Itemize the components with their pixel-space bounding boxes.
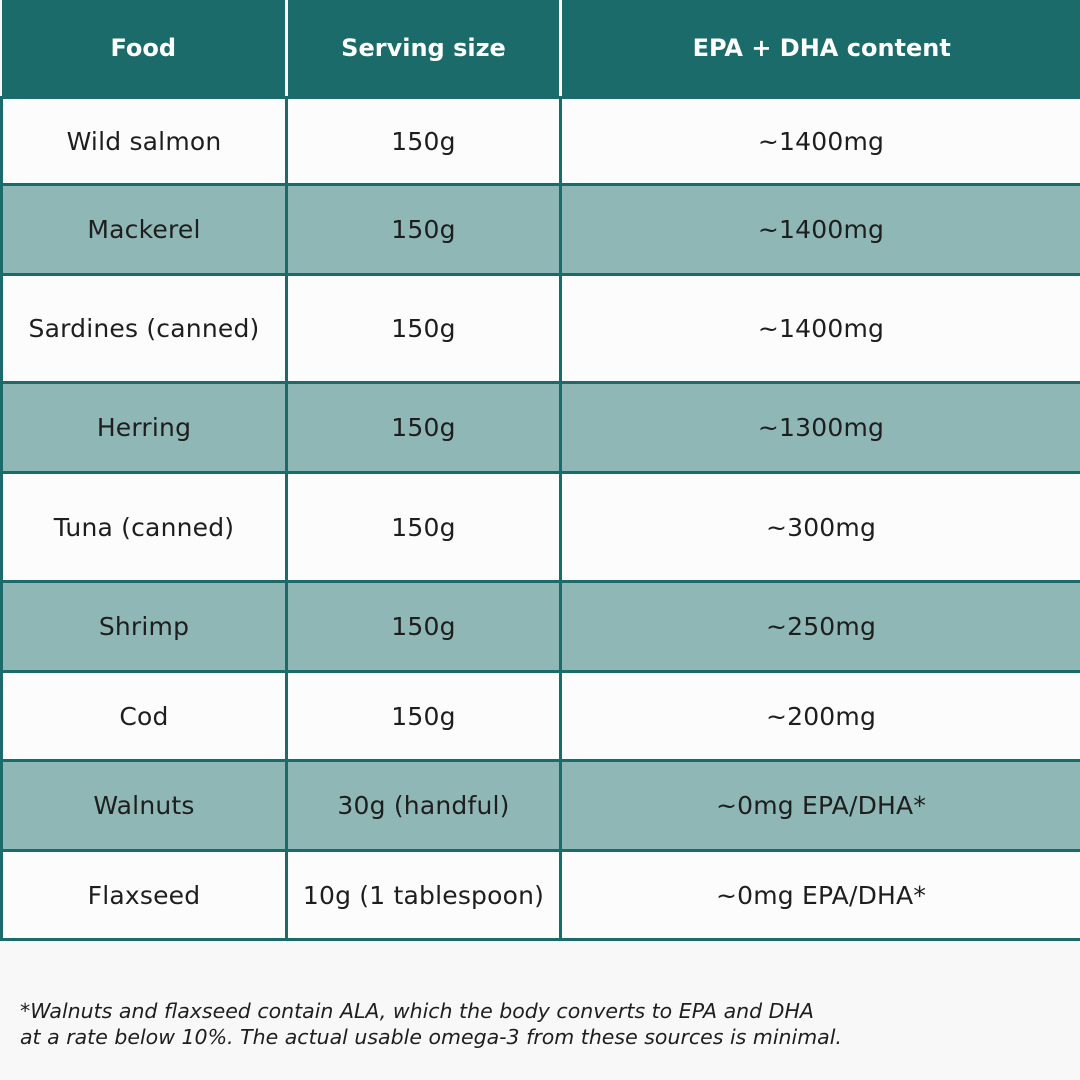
table-row <box>2 185 1080 275</box>
table-row <box>2 761 1080 851</box>
cell-serving: 30g (handful) <box>287 761 561 851</box>
cell-food: Flaxseed <box>2 851 287 940</box>
table-row <box>2 383 1080 473</box>
cell-food: Tuna (canned) <box>2 473 287 582</box>
footnote <box>20 998 1060 1050</box>
table-row <box>2 275 1080 383</box>
cell-food: Wild salmon <box>2 98 287 185</box>
cell-food: Walnuts <box>2 761 287 851</box>
table-row <box>2 851 1080 940</box>
cell-content: ~0mg EPA/DHA* <box>561 761 1080 851</box>
cell-serving: 150g <box>287 582 561 672</box>
cell-serving: 150g <box>287 383 561 473</box>
cell-serving: 150g <box>287 672 561 761</box>
cell-serving: 150g <box>287 185 561 275</box>
table-row <box>2 582 1080 672</box>
cell-serving: 150g <box>287 98 561 185</box>
cell-content: ~1300mg <box>561 383 1080 473</box>
cell-content: ~0mg EPA/DHA* <box>561 851 1080 940</box>
cell-food: Sardines (canned) <box>2 275 287 383</box>
cell-content: ~250mg <box>561 582 1080 672</box>
cell-content: ~300mg <box>561 473 1080 582</box>
cell-food: Herring <box>2 383 287 473</box>
cell-serving: 150g <box>287 275 561 383</box>
cell-food: Cod <box>2 672 287 761</box>
cell-food: Mackerel <box>2 185 287 275</box>
cell-serving: 150g <box>287 473 561 582</box>
column-header-food: Food <box>2 0 287 98</box>
table-row <box>2 672 1080 761</box>
cell-content: ~1400mg <box>561 185 1080 275</box>
table-row <box>2 98 1080 185</box>
column-header-epa-dha-content: EPA + DHA content <box>561 0 1080 98</box>
cell-content: ~1400mg <box>561 275 1080 383</box>
table-header-row <box>2 0 1080 98</box>
cell-food: Shrimp <box>2 582 287 672</box>
cell-serving: 10g (1 tablespoon) <box>287 851 561 940</box>
footnote-line-2: at a rate below 10%. The actual usable omega-3 from these sources is minimal. <box>20 1025 842 1049</box>
column-header-serving-size: Serving size <box>287 0 561 98</box>
table-row <box>2 473 1080 582</box>
cell-content: ~1400mg <box>561 98 1080 185</box>
cell-content: ~200mg <box>561 672 1080 761</box>
footnote-line-1: *Walnuts and flaxseed contain ALA, which the body converts to EPA and DHA <box>20 999 814 1023</box>
